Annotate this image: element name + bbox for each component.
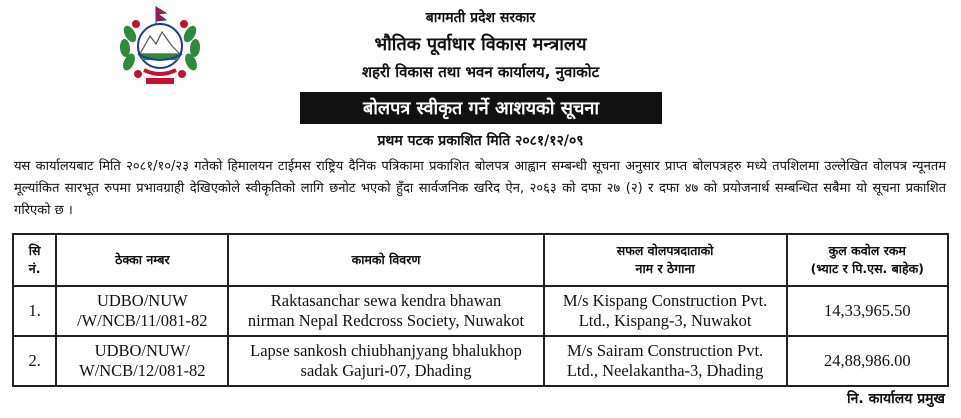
notice-paragraph: यस कार्यालयबाट मिति २०८१/१०/२३ गतेको हिमालयन टाईमस राष्ट्रिय दैनिक पत्रिकामा प्रकाशित बोलपत्र आह्वान सम्बन्धी सूचना अनुसार प्राप्त बोलपत्रहरु मध्ये तपशिलमा उल्लेखित वोलपत्र न्यूनतम मूल्यांकित सारभूत रुपमा प्रभावग्राही देखिएकोले स्वीकृतिको लागि छनोट भएको हुँदा सार्वजनिक खरिद ऐन, २०६३ को दफा २७ (२) र दफा ४७ को प्रयोजनार्थ सम्बन्धित सबैमा यो सूचना प्रकाशित गरिएको छ । bbox=[14, 159, 946, 218]
row-amount: 14,33,965.50 bbox=[787, 286, 948, 336]
ministry-name: भौतिक पूर्वाधार विकास मन्त्रालय bbox=[374, 34, 587, 55]
table-header-row bbox=[13, 234, 948, 286]
header-bidder-line1: सफल वोलपत्रदाताको bbox=[616, 243, 714, 258]
row-contract-line2: /W/NCB/11/081-82 bbox=[77, 311, 208, 330]
header-contract: ठेक्का नम्बर bbox=[56, 234, 228, 286]
header-bidder-line2: नाम र ठेगाना bbox=[635, 261, 695, 276]
government-name: बागमती प्रदेश सरकार bbox=[425, 10, 536, 26]
row-description bbox=[228, 286, 543, 336]
row-desc-line1: Lapse sankosh chiubhanjyang bhalukhop bbox=[250, 341, 522, 360]
row-description bbox=[228, 336, 543, 386]
publish-date: प्रथम पटक प्रकाशित मिति २०८१/१२/०९ bbox=[377, 133, 584, 149]
row-sn: 2. bbox=[13, 336, 56, 386]
row-contract-line1: UDBO/NUW/ bbox=[94, 341, 190, 360]
row-contract bbox=[56, 286, 228, 336]
office-name: शहरी विकास तथा भवन कार्यालय, नुवाकोट bbox=[361, 63, 600, 81]
signature-label: नि. कार्यालय प्रमुख bbox=[847, 391, 945, 407]
header-amount bbox=[787, 234, 948, 286]
row-bidder bbox=[544, 286, 787, 336]
header-description: कामको विवरण bbox=[228, 234, 543, 286]
row-desc-line2: nirman Nepal Redcross Society, Nuwakot bbox=[247, 311, 525, 330]
header-amount-line1: कुल कवोल रकम bbox=[828, 243, 906, 258]
row-bidder-line1: M/s Kispang Construction Pvt. bbox=[562, 291, 768, 310]
row-amount: 24,88,986.00 bbox=[787, 336, 948, 386]
row-bidder-line2: Ltd., Neelakantha-3, Dhading bbox=[566, 361, 764, 380]
header-sn-line1: सि bbox=[28, 243, 41, 258]
table-row bbox=[13, 336, 948, 386]
row-contract-line2: W/NCB/12/081-82 bbox=[79, 361, 206, 380]
header-sn-line2: नं. bbox=[28, 261, 41, 276]
row-bidder bbox=[544, 336, 787, 386]
row-contract bbox=[56, 336, 228, 386]
header-sn bbox=[13, 234, 56, 286]
table-row bbox=[13, 286, 948, 336]
bid-table bbox=[12, 233, 949, 387]
header-bidder bbox=[544, 234, 787, 286]
row-desc-line2: sadak Gajuri-07, Dhading bbox=[300, 361, 472, 380]
header-amount-line2: (भ्याट र पि.एस. बाहेक) bbox=[810, 261, 924, 276]
row-bidder-line2: Ltd., Kispang-3, Nuwakot bbox=[578, 311, 752, 330]
row-desc-line1: Raktasanchar sewa kendra bhawan bbox=[270, 291, 502, 310]
row-sn: 1. bbox=[13, 286, 56, 336]
row-bidder-line1: M/s Sairam Construction Pvt. bbox=[567, 341, 764, 360]
notice-title: बोलपत्र स्वीकृत गर्ने आशयको सूचना bbox=[300, 92, 662, 124]
row-contract-line1: UDBO/NUW bbox=[96, 291, 188, 310]
